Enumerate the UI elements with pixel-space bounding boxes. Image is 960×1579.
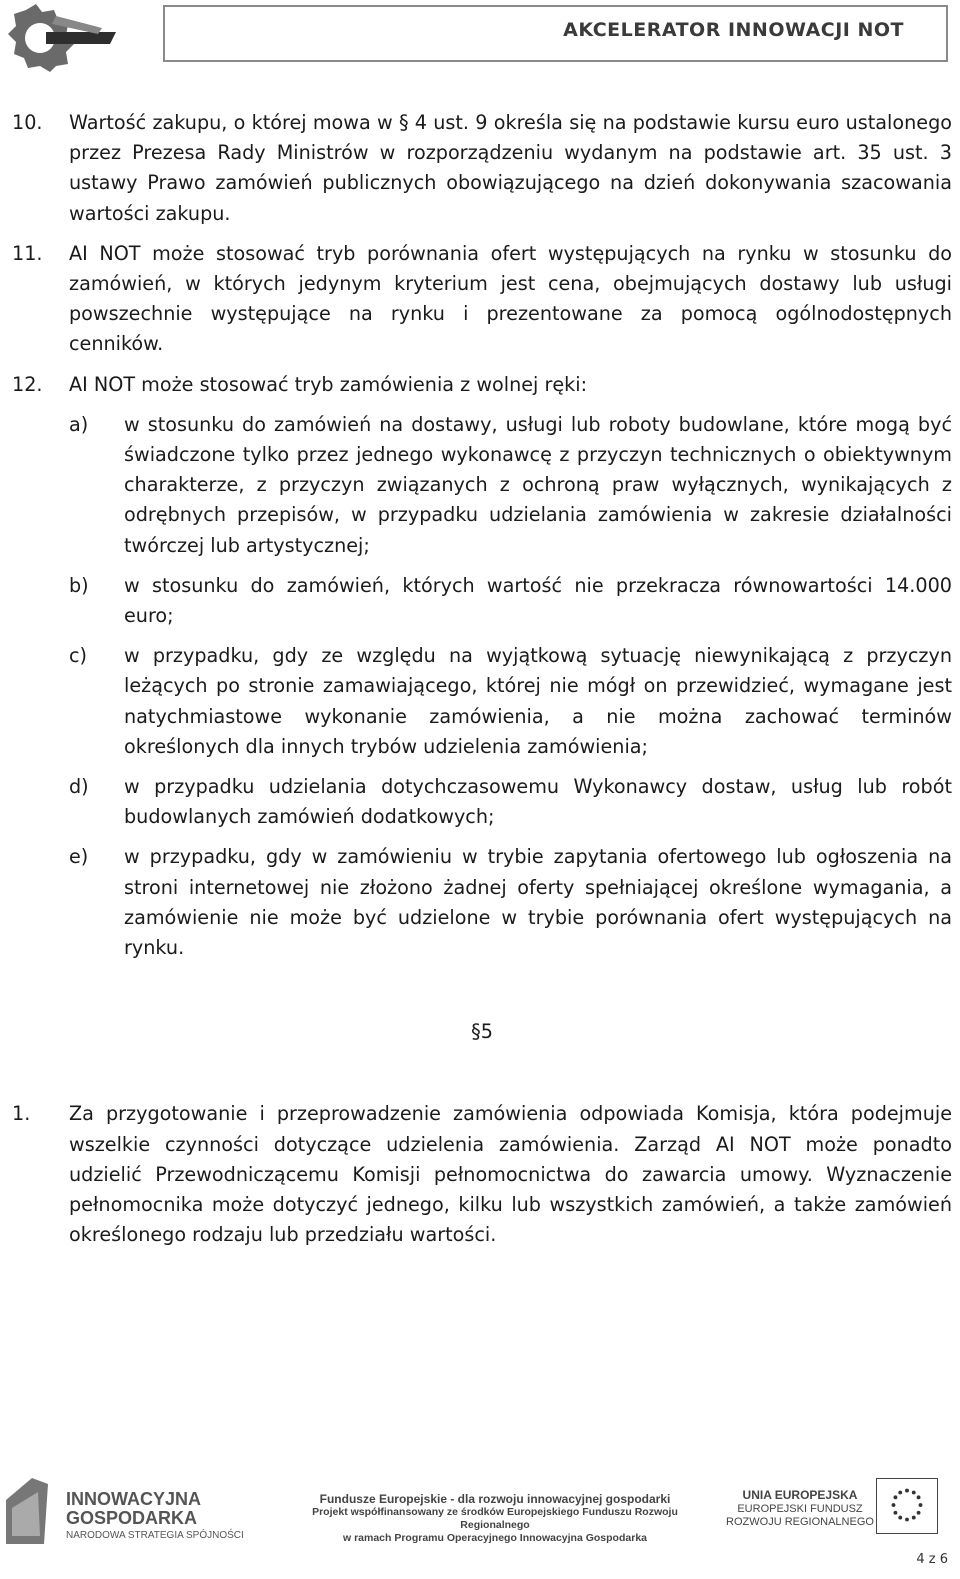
footer-right-text bbox=[726, 1488, 874, 1529]
sub-item-letter: e) bbox=[69, 845, 89, 869]
sub-item-text: w przypadku, gdy ze względu na wyjątkową sytuację niewynikającą z przyczyn leżących po stronie zamawiającego, której nie mógł on przewidzieć, wymagane jest natychmiastowe wykonanie zamówienia, a nie można zachować terminów określonych dla innych trybów udzielenia zamówienia; bbox=[124, 644, 952, 758]
sub-item bbox=[69, 842, 952, 963]
footer-left-text bbox=[66, 1490, 201, 1528]
sub-item bbox=[69, 772, 952, 832]
sub-item-letter: b) bbox=[69, 573, 89, 597]
footer bbox=[0, 1462, 960, 1552]
footer-right-line1: UNIA EUROPEJSKA bbox=[742, 1488, 858, 1502]
footer-mid-line1: Fundusze Europejskie - dla rozwoju innowacyjnej gospodarki bbox=[319, 1492, 671, 1506]
sub-item-letter: d) bbox=[69, 775, 89, 799]
list-item bbox=[12, 1099, 952, 1250]
document-body bbox=[12, 108, 952, 1261]
sub-item-text: w przypadku, gdy w zamówieniu w trybie zapytania ofertowego lub ogłoszenia na stroni internetowej nie złożono żadnej oferty spełniającej określone wymagania, a zamówienie nie może być udzielone w trybie porównania ofert występujących na rynku. bbox=[124, 845, 952, 960]
footer-mid-line2: Projekt współfinansowany ze środków Europejskiego Funduszu Rozwoju Regionalnego bbox=[312, 1506, 678, 1531]
sub-item-letter: c) bbox=[69, 644, 88, 668]
section-heading: §5 bbox=[471, 1020, 493, 1044]
list-item bbox=[12, 108, 952, 229]
footer-middle-text bbox=[290, 1492, 700, 1545]
footer-mid-line3: w ramach Programu Operacyjnego Innowacyjna Gospodarka bbox=[342, 1532, 647, 1544]
footer-right-line2: EUROPEJSKI FUNDUSZ bbox=[737, 1503, 863, 1515]
item-text: Za przygotowanie i przeprowadzenie zamówienia odpowiada Komisja, która podejmuje wszelkie czynności dotyczące udzielenia zamówienia. Zarząd AI NOT może ponadto udzielić Przewodniczącemu Komisji pełnomocnictwa do zawarcia umowy. Wyznaczenie pełnomocnika może dotyczyć jednego, kilku lub wszystkich zamówień, a także zamówień określonego rodzaju lub przedziału wartości. bbox=[69, 1102, 952, 1247]
gear-logo bbox=[6, 2, 126, 72]
item-number: 12. bbox=[12, 372, 43, 396]
header-title: AKCELERATOR INNOWACJI NOT bbox=[563, 19, 904, 41]
footer-left-line1: INNOWACYJNA bbox=[66, 1489, 202, 1509]
eu-flag-icon bbox=[876, 1478, 938, 1534]
item-number: 11. bbox=[12, 241, 43, 265]
item-text: AI NOT może stosować tryb zamówienia z wolnej ręki: bbox=[69, 372, 588, 396]
sub-item-text: w stosunku do zamówień na dostawy, usługi lub roboty budowlane, które mogą być świadczone tylko przez jednego wykonawcę z przyczyn technicznych o obiektywnym charakterze, z przyczyn związanych z ochroną praw wyłącznych, wynikających z odrębnych przepisów, w przypadku udzielania zamówienia w zakresie działalności twórczej lub artystycznej; bbox=[124, 412, 952, 557]
footer-left-line2: GOSPODARKA bbox=[66, 1508, 198, 1528]
item-number: 10. bbox=[12, 111, 43, 134]
sub-item bbox=[69, 571, 952, 631]
item-text: Wartość zakupu, o której mowa w § 4 ust. 9 określa się na podstawie kursu euro ustalonego przez Prezesa Rady Ministrów w rozporządzeniu wydanym na podstawie art. 35 ust. 3 ustawy Prawo zamówień publicznych obowiązującego na dzień dokonywania szacowania wartości zakupu. bbox=[69, 111, 952, 225]
footer-left-line3: NARODOWA STRATEGIA SPÓJNOŚCI bbox=[66, 1530, 244, 1541]
list-item bbox=[12, 239, 952, 360]
item-number: 1. bbox=[12, 1102, 31, 1126]
page-number: 4 z 6 bbox=[916, 1552, 948, 1567]
sub-item bbox=[69, 641, 952, 762]
sub-item-text: w stosunku do zamówień, których wartość nie przekracza równowartości 14.000 euro; bbox=[124, 573, 952, 628]
item-text: AI NOT może stosować tryb porównania ofert występujących na rynku w stosunku do zamówień, w których jedynym kryterium jest cena, obejmujących dostawy lub usługi powszechnie występujące na rynku i prezentowane za pomocą ogólnodostępnych cenników. bbox=[69, 241, 952, 356]
footer-right-line3: ROZWOJU REGIONALNEGO bbox=[726, 1516, 874, 1528]
list-item bbox=[12, 370, 952, 400]
sub-item-text: w przypadku udzielania dotychczasowemu Wykonawcy dostaw, usług lub robót budowlanych zamówień dodatkowych; bbox=[124, 775, 952, 829]
sub-item bbox=[69, 410, 952, 561]
sub-item-letter: a) bbox=[69, 412, 89, 436]
